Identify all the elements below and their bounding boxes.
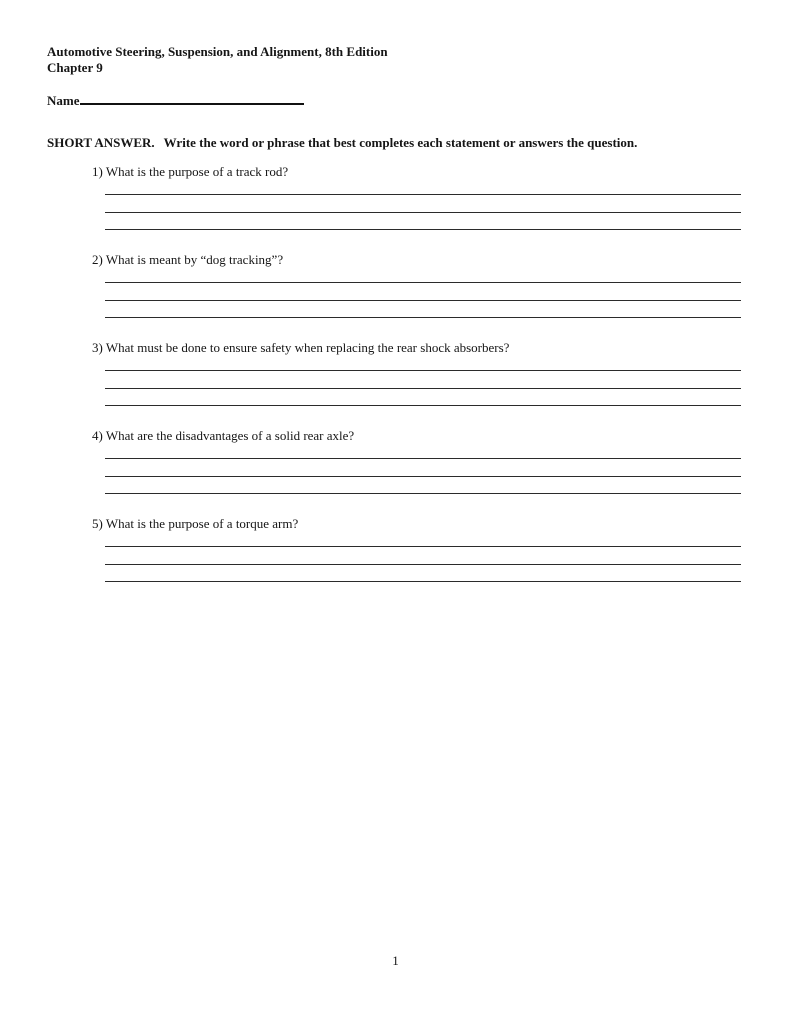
answer-line [105,356,741,371]
answer-line [105,444,741,459]
question-label: What are the disadvantages of a solid rear axle? [105,428,355,443]
name-label: Name [47,93,80,108]
answer-line [105,547,741,565]
question-1 [92,164,741,230]
question-label: What must be done to ensure safety when replacing the rear shock absorbers? [105,340,510,355]
answer-line [105,180,741,195]
book-title: Automotive Steering, Suspension, and Alignment, 8th Edition [47,44,388,59]
answer-line [105,565,741,583]
name-row [47,89,741,108]
answer-line [105,459,741,477]
question-number: 2) [92,252,103,267]
answer-line [105,268,741,283]
question-label: What is the purpose of a torque arm? [105,516,299,531]
answer-line [105,477,741,495]
question-2 [92,252,741,318]
answer-lines [105,444,741,494]
question-number: 4) [92,428,103,443]
question-list [92,164,741,582]
answer-line [105,389,741,407]
question-text [92,516,741,532]
question-text [92,428,741,444]
answer-lines [105,356,741,406]
answer-lines [105,180,741,230]
question-5 [92,516,741,582]
question-3 [92,340,741,406]
answer-line [105,195,741,213]
question-text [92,164,741,180]
page-content [47,44,741,604]
answer-lines [105,268,741,318]
question-text [92,252,741,268]
section-instructions [47,135,741,151]
answer-line [105,371,741,389]
question-number: 1) [92,164,103,179]
answer-line [105,532,741,547]
answer-line [105,283,741,301]
question-text [92,340,741,356]
question-number: 5) [92,516,103,531]
section-instructions-text: Write the word or phrase that best completes each statement or answers the question. [163,135,638,150]
answer-line [105,301,741,319]
question-label: What is meant by “dog tracking”? [105,252,284,267]
question-number: 3) [92,340,103,355]
question-label: What is the purpose of a track rod? [105,164,289,179]
question-4 [92,428,741,494]
section-heading: SHORT ANSWER. [47,135,155,150]
page-number: 1 [392,953,399,968]
chapter-title: Chapter 9 [47,60,103,75]
answer-line [105,213,741,231]
name-blank-line [80,89,304,105]
answer-lines [105,532,741,582]
